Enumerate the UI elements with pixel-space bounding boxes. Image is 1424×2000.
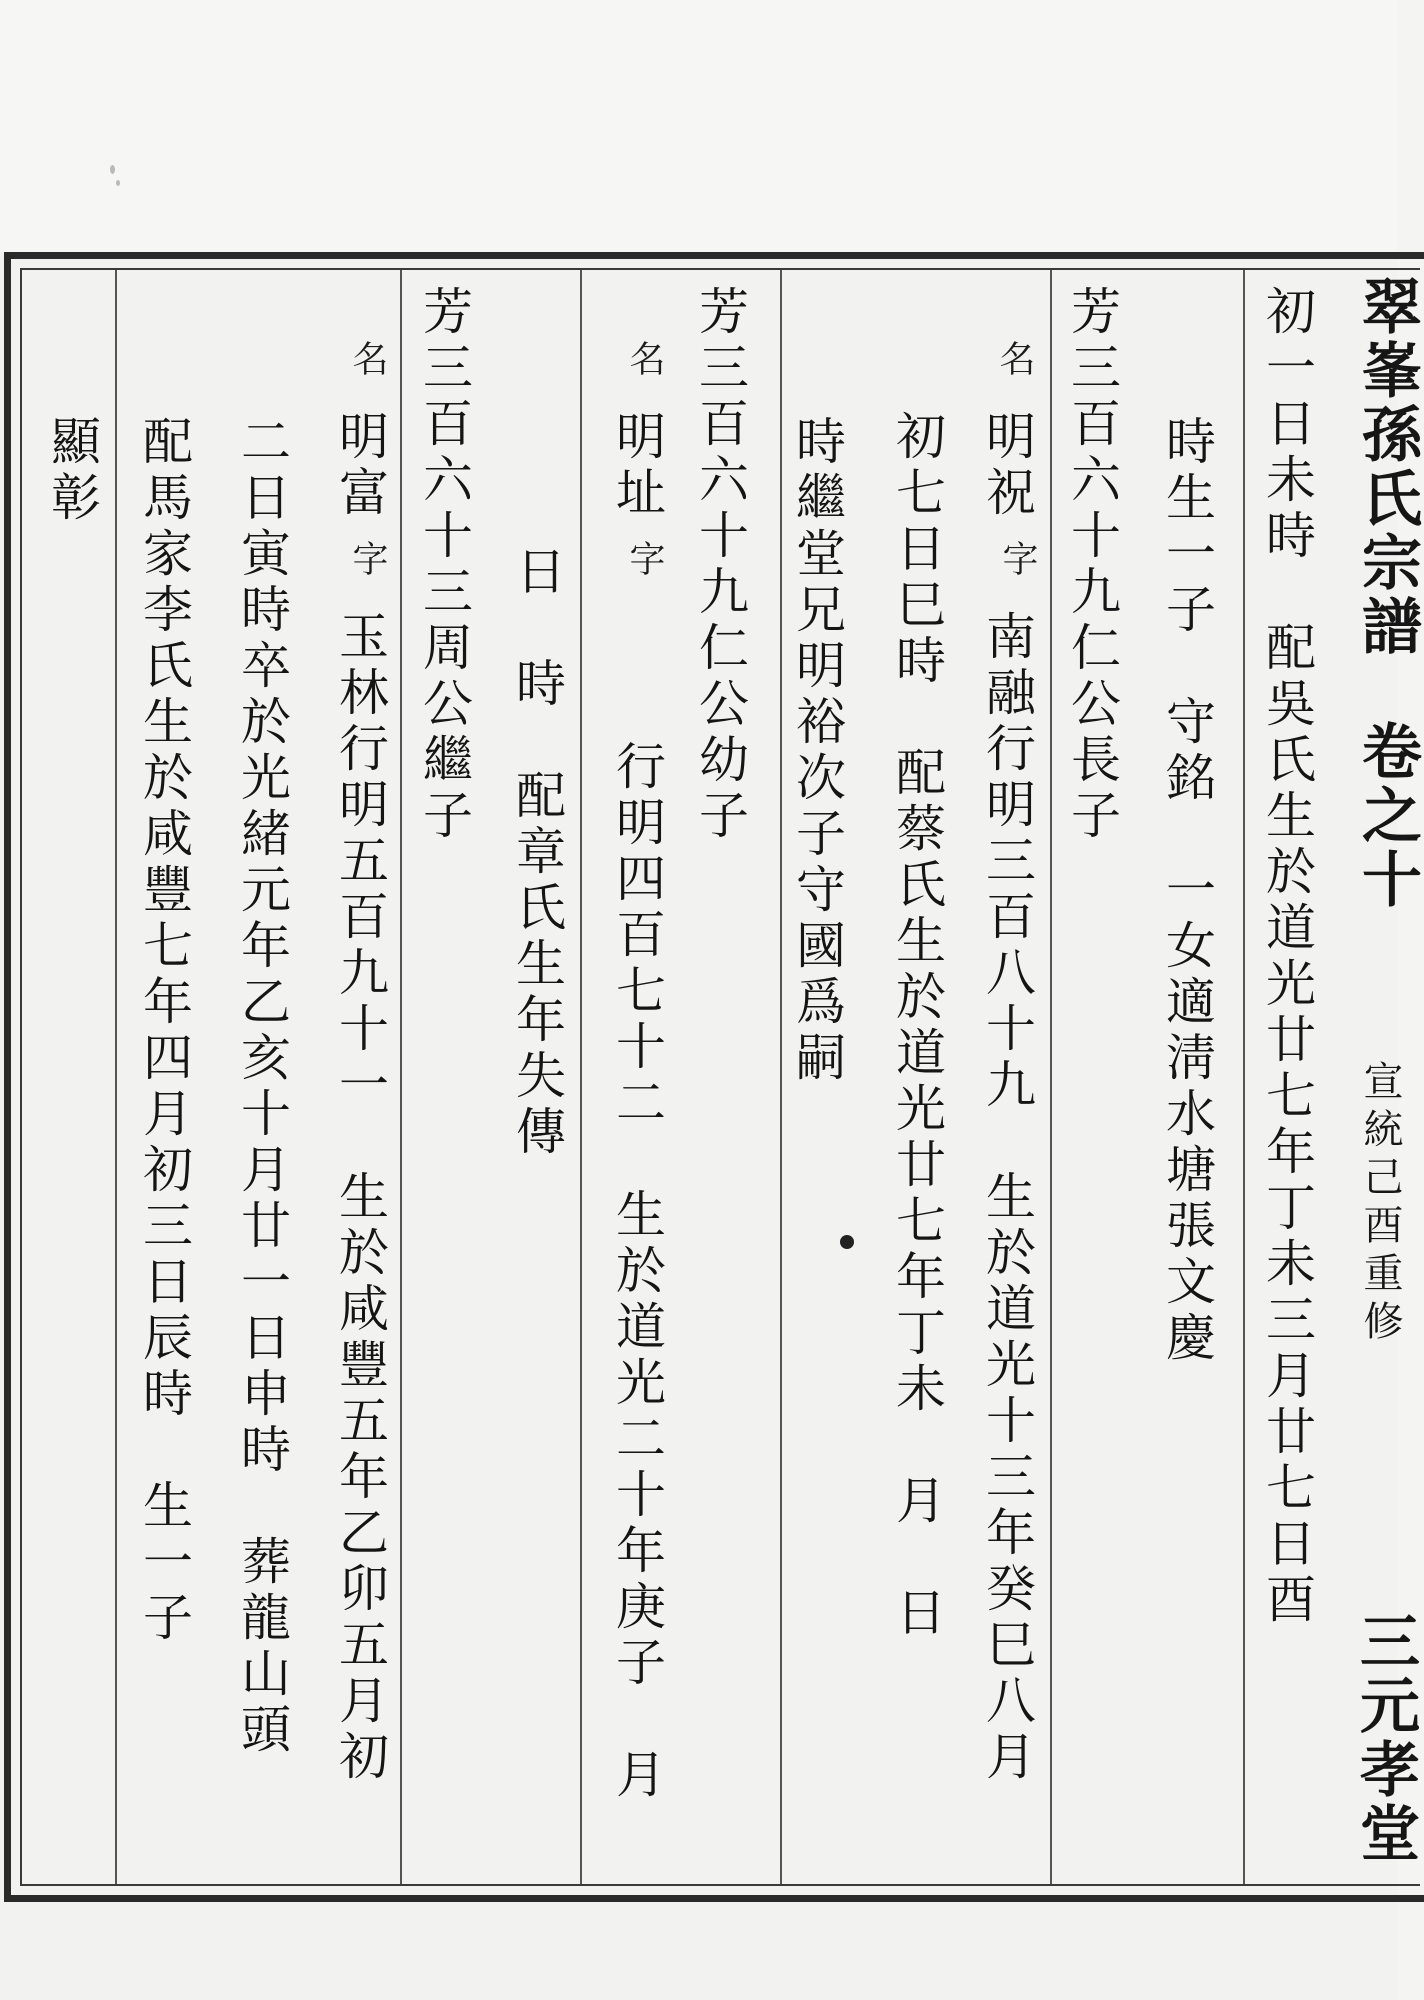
column-rule: [780, 270, 782, 1884]
volume-label: 卷之十: [1352, 720, 1422, 912]
text-column-6: 時繼堂兄明裕次子守國爲嗣: [788, 415, 846, 1087]
name-mark: 名: [624, 340, 665, 386]
text-column-1: 初一日未時 配吳氏生於道光廿七年丁未三月廿七日酉: [1258, 285, 1316, 1629]
column-rule: [580, 270, 582, 1884]
text-column-8b: 行明四百七十二 生於道光二十年庚子 月: [608, 740, 666, 1804]
text-column-4b: 南融行明三百八十九 生於道光十三年癸巳八月: [978, 610, 1036, 1786]
name-mark: 名: [347, 340, 388, 386]
text-column-8a: 明址: [608, 410, 666, 522]
edition-note: 宣統己酉重修: [1357, 1060, 1403, 1348]
courtesy-name-mark: 字: [624, 540, 665, 586]
column-rule: [1243, 270, 1245, 1884]
paper-speck: [110, 165, 115, 174]
text-column-12: 二日寅時卒於光緒元年乙亥十月廿一日申時 葬龍山頭: [233, 415, 291, 1759]
text-column-7: 芳三百六十九仁公幼子: [691, 285, 749, 845]
text-column-11b: 玉林行明五百九十一 生於咸豐五年乙卯五月初: [331, 610, 389, 1786]
name-mark: 名: [994, 340, 1035, 386]
punctuation-dot: [840, 1235, 854, 1249]
paper-speck: [116, 180, 120, 186]
courtesy-name-mark: 字: [347, 540, 388, 586]
text-column-4a: 明祝: [978, 410, 1036, 522]
courtesy-name-mark: 字: [997, 540, 1038, 586]
text-column-2: 時生一子 守銘 一女適淸水塘張文慶: [1158, 415, 1216, 1367]
column-rule: [1050, 270, 1052, 1884]
column-rule: [400, 270, 402, 1884]
text-column-10: 芳三百六十三周公繼子: [415, 285, 473, 845]
text-column-13: 配馬家李氏生於咸豐七年四月初三日辰時 生一子: [135, 415, 193, 1647]
text-column-9: 日 時 配章氏生年失傳: [508, 545, 566, 1161]
text-column-5: 初七日巳時 配蔡氏生於道光廿七年丁未 月 日: [888, 410, 946, 1642]
top-blank-margin: [0, 0, 1397, 252]
hall-name: 三元孝堂: [1350, 1610, 1420, 1866]
text-column-14: 顯彰: [43, 415, 101, 527]
text-column-11a: 明富: [331, 410, 389, 522]
book-title: 翠峯孫氏宗譜: [1352, 275, 1422, 659]
column-rule: [115, 270, 117, 1884]
text-column-3: 芳三百六十九仁公長子: [1063, 285, 1121, 845]
